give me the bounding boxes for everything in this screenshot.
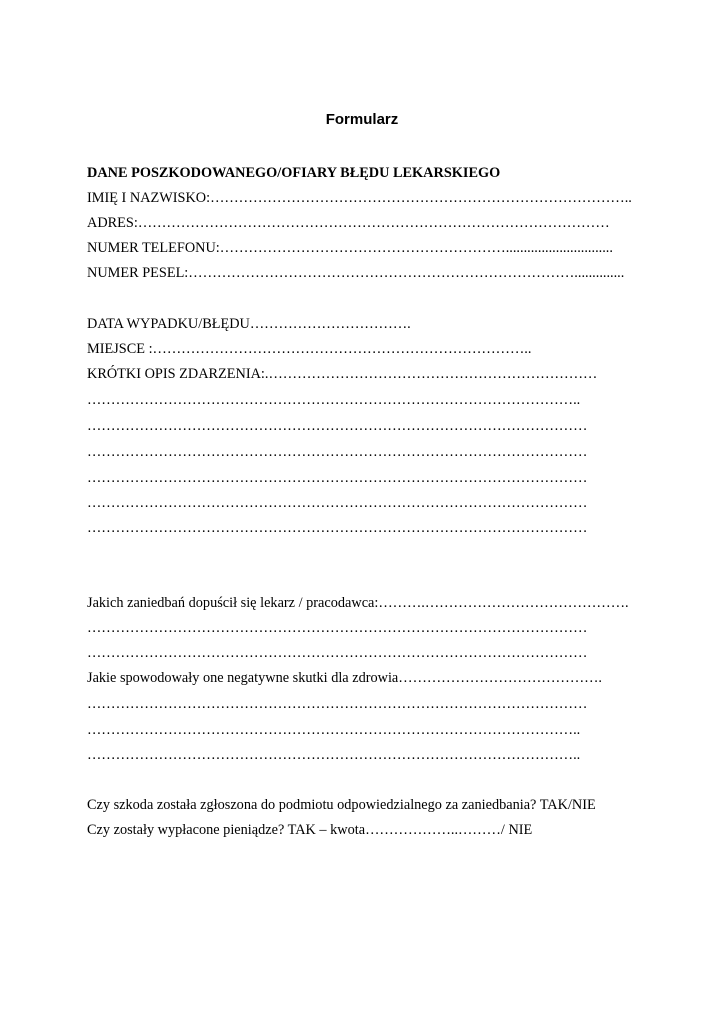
- health-effects-field[interactable]: Jakie spowodowały one negatywne skutki dla zdrowia…………………………………….: [87, 670, 603, 686]
- description-field[interactable]: KRÓTKI OPIS ZDARZENIA:.……………………………………………………………: [87, 366, 598, 382]
- name-field[interactable]: IMIĘ I NAZWISKO:……………………………………………………………………………..: [87, 190, 632, 206]
- description-line[interactable]: ……………………………………………………………………………………………: [87, 520, 588, 536]
- victim-data-heading: DANE POSZKODOWANEGO/OFIARY BŁĘDU LEKARSKIEGO: [87, 165, 501, 181]
- pesel-field[interactable]: NUMER PESEL:………………………………………………………………………..............: [87, 265, 625, 281]
- incident-date-field[interactable]: DATA WYPADKU/BŁĘDU…………………………….: [87, 316, 411, 332]
- health-effects-line[interactable]: ……………………………………………………………………………………………: [87, 696, 588, 712]
- negligence-line[interactable]: ……………………………………………………………………………………………: [87, 620, 588, 636]
- health-effects-line[interactable]: …………………………………………………………………………………………..: [87, 722, 581, 738]
- description-line[interactable]: ……………………………………………………………………………………………: [87, 470, 588, 486]
- description-line[interactable]: …………………………………………………………………………………………..: [87, 392, 581, 408]
- damage-reported-question[interactable]: Czy szkoda została zgłoszona do podmiotu odpowiedzialnego za zaniedbania? TAK/NIE: [87, 797, 596, 813]
- money-paid-question[interactable]: Czy zostały wypłacone pieniądze? TAK – kwota………………..………/ NIE: [87, 822, 533, 838]
- phone-field[interactable]: NUMER TELEFONU:……………………………………………………..............................: [87, 240, 613, 256]
- health-effects-line[interactable]: …………………………………………………………………………………………..: [87, 747, 581, 763]
- form-title: Formularz: [325, 111, 399, 128]
- description-line[interactable]: ……………………………………………………………………………………………: [87, 444, 588, 460]
- place-field[interactable]: MIEJSCE :……………………………………………………………………..: [87, 341, 532, 357]
- description-line[interactable]: ……………………………………………………………………………………………: [87, 495, 588, 511]
- address-field[interactable]: ADRES:………………………………………………………………………………………: [87, 215, 610, 231]
- negligence-line[interactable]: ……………………………………………………………………………………………: [87, 645, 588, 661]
- negligence-field[interactable]: Jakich zaniedbań dopuścił się lekarz / pracodawca:……….…………………………………….: [87, 595, 629, 611]
- description-line[interactable]: ……………………………………………………………………………………………: [87, 418, 588, 434]
